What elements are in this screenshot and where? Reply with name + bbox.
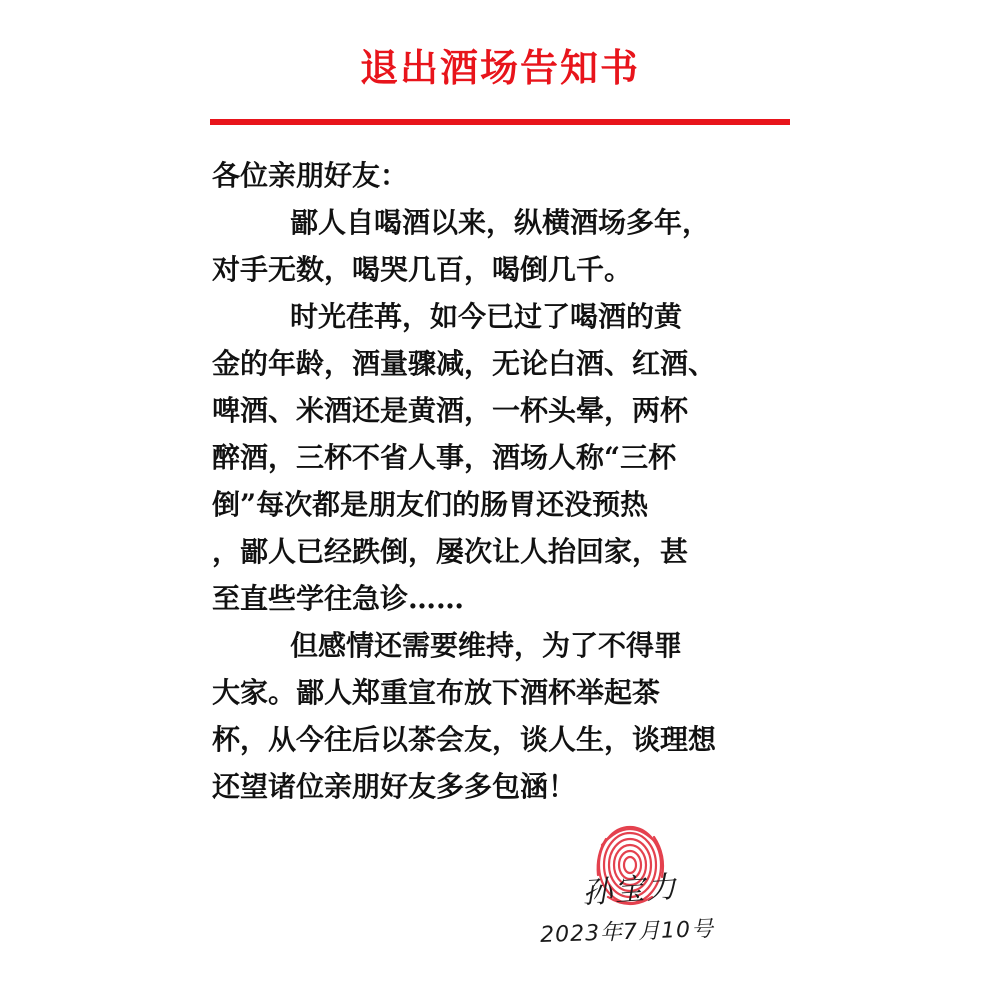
paragraph-3-line-4: 还望诸位亲朋好友多多包涵！ xyxy=(212,770,577,803)
paragraph-1-line-1: 鄙人自喝酒以来，纵横酒场多年， xyxy=(290,206,711,239)
signature-name: 孙宝力 xyxy=(581,869,680,912)
salutation-line: 各位亲朋好友： xyxy=(212,159,409,192)
signature-date: 2023年7月10号 xyxy=(539,916,715,949)
paragraph-2-line-1: 时光荏苒，如今已过了喝酒的黄 xyxy=(290,300,683,333)
paragraph-1-line-2: 对手无数，喝哭几百，喝倒几千。 xyxy=(212,253,633,286)
paragraph-2-line-3: 啤酒、米酒还是黄酒，一杯头晕，两杯 xyxy=(212,394,689,427)
paragraph-2-line-4: 醉酒，三杯不省人事，酒场人称“三杯 xyxy=(212,441,677,474)
paragraph-2-line-2: 金的年龄，酒量骤减，无论白酒、红酒、 xyxy=(212,347,717,380)
paragraph-2-line-6: ，鄙人已经跌倒，屡次让人抬回家，甚 xyxy=(212,535,689,568)
letter-body xyxy=(212,152,812,810)
paragraph-2-line-5: 倒”每次都是朋友们的肠胃还没预热 xyxy=(212,488,649,521)
paragraph-3-line-2: 大家。鄙人郑重宣布放下酒杯举起茶 xyxy=(212,676,661,709)
paragraph-2-line-7: 至直些学往急诊…… xyxy=(212,582,465,615)
page-title: 退出酒场告知书 xyxy=(359,45,640,90)
title-divider xyxy=(210,119,790,125)
signature-block xyxy=(540,815,760,965)
paragraph-3-line-1: 但感情还需要维持，为了不得罪 xyxy=(290,629,683,662)
paragraph-3-line-3: 杯，从今往后以茶会友，谈人生，谈理想 xyxy=(212,723,717,756)
